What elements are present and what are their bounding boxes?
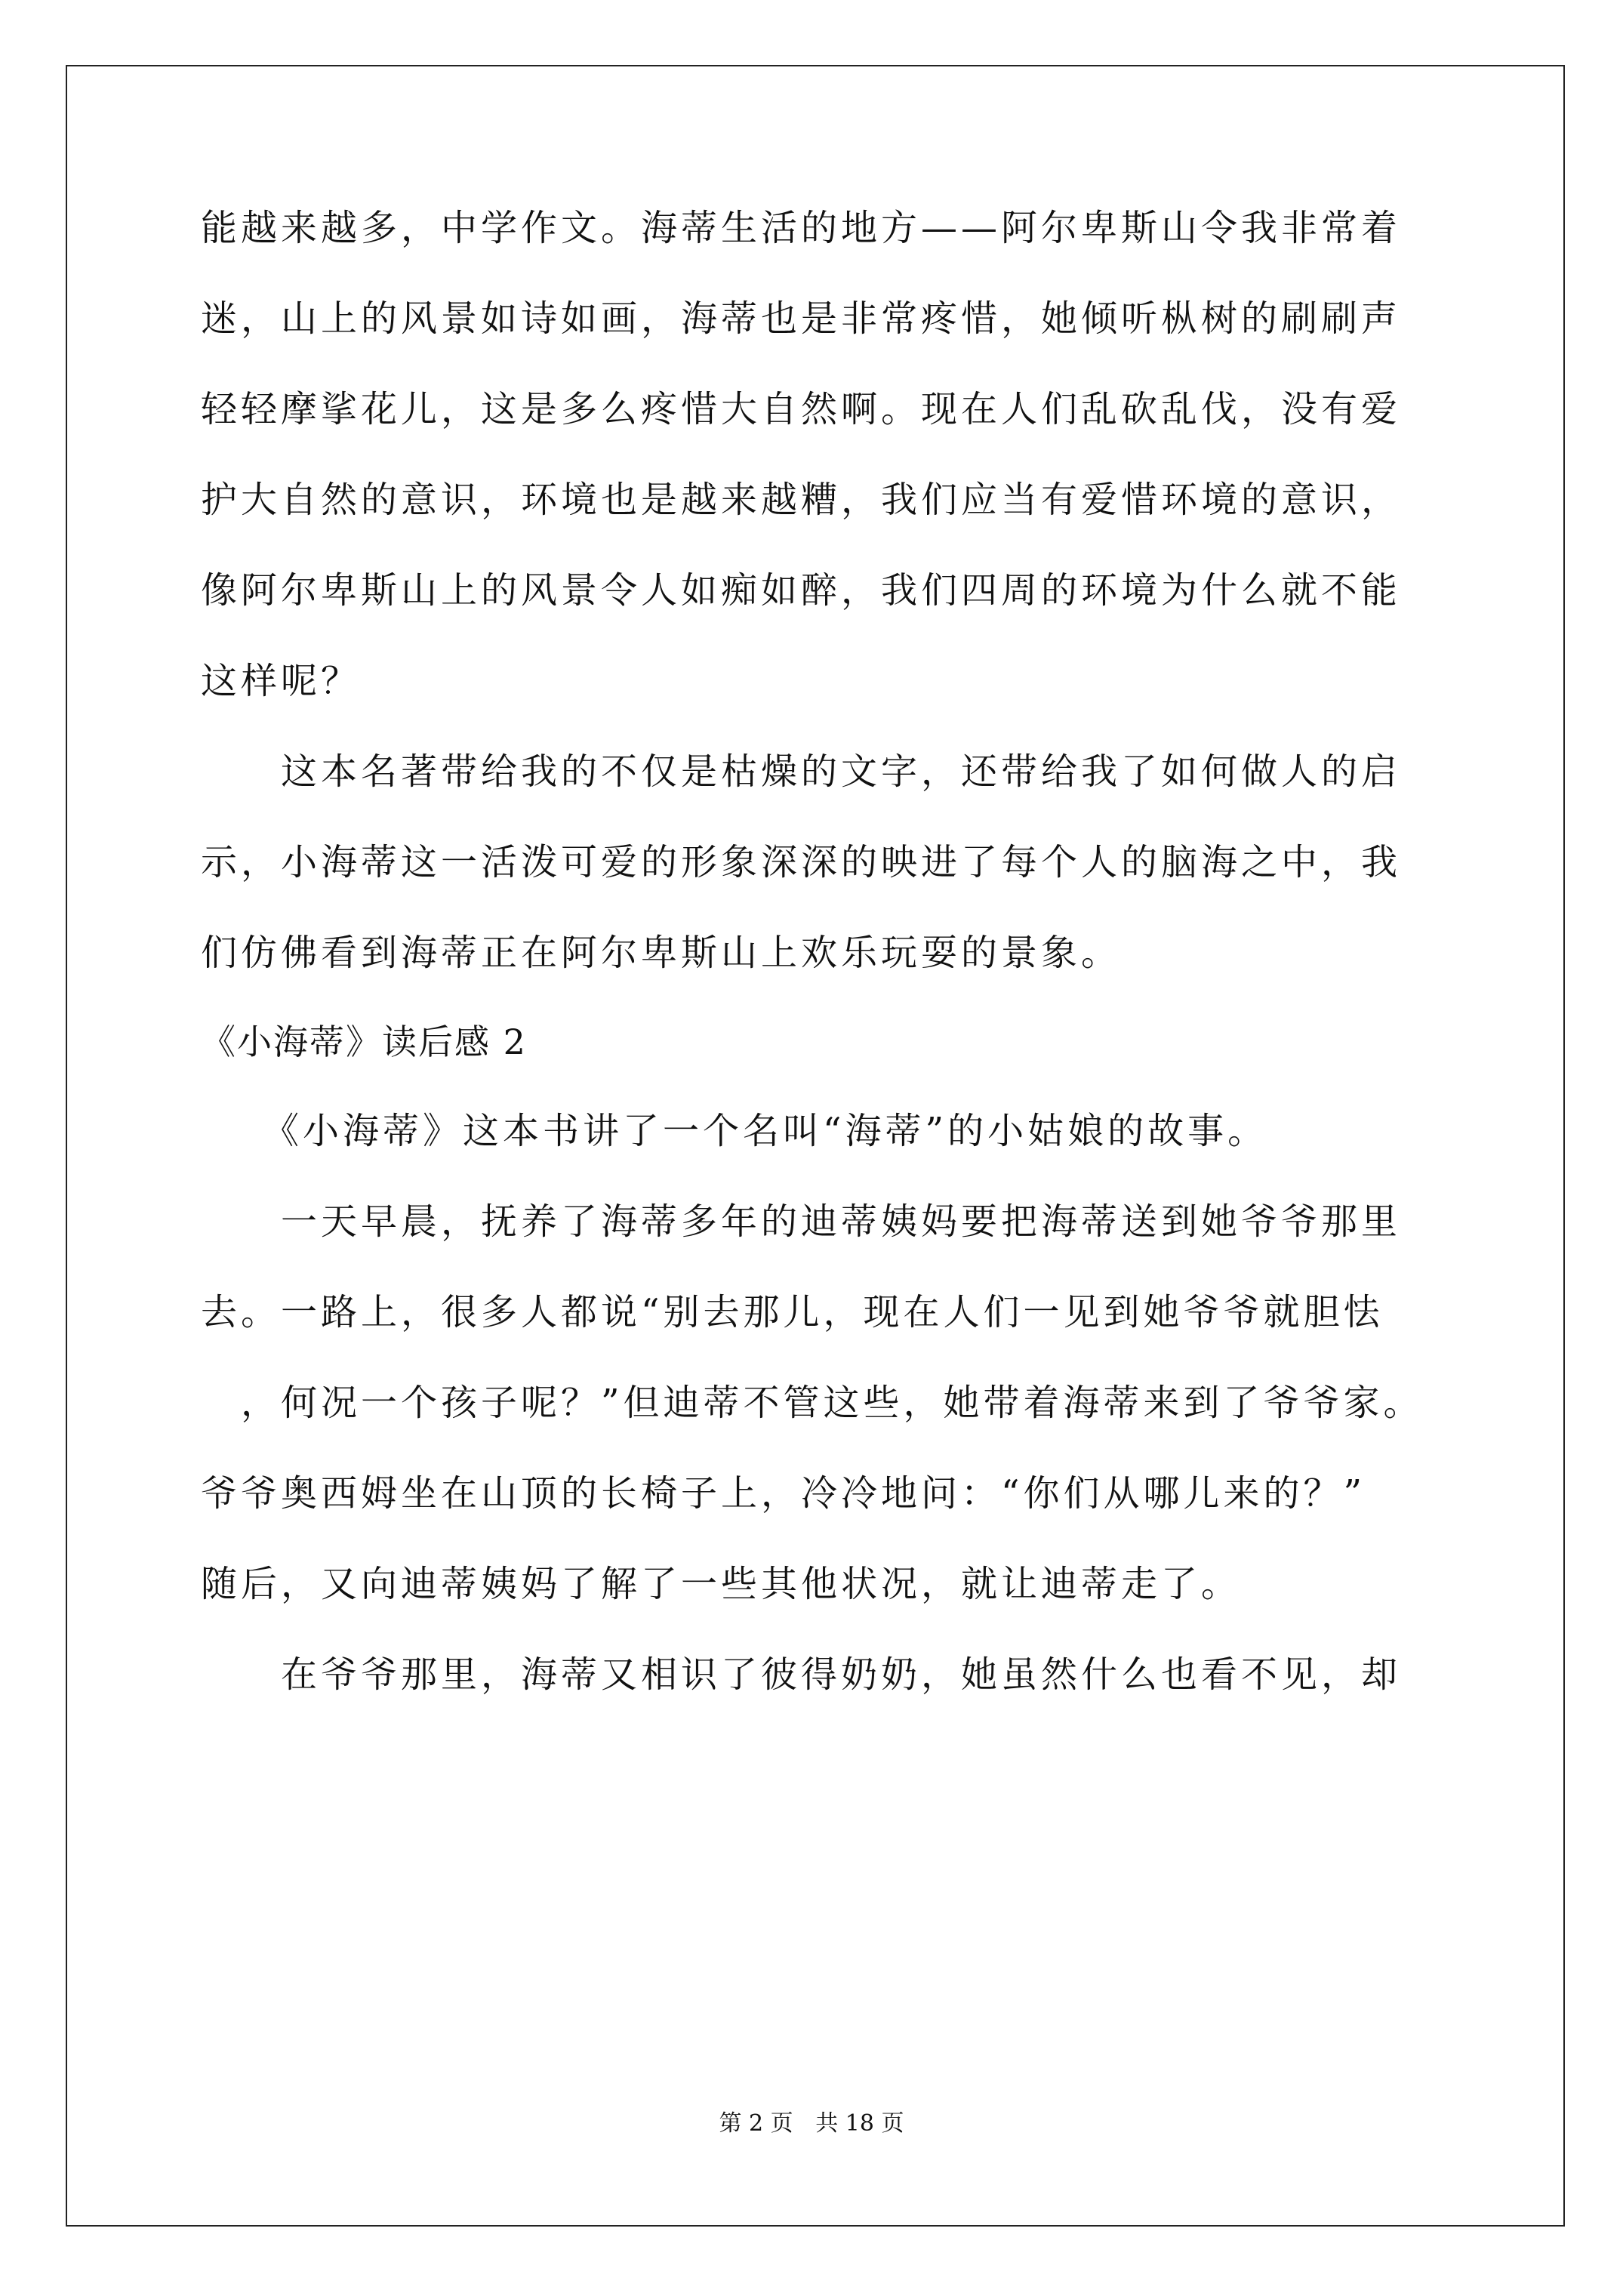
text-line: 《小海蒂》这本书讲了一个名叫“海蒂”的小姑娘的故事。: [201, 1110, 1268, 1152]
text-line: 去。一路上，很多人都说“别去那儿，现在人们一见到她爷爷就胆怯: [201, 1291, 1384, 1333]
text-line: 轻轻摩挲花儿，这是多么疼惜大自然啊。现在人们乱砍乱伐，没有爱: [201, 388, 1402, 430]
text-line: 随后，又向迪蒂姨妈了解了一些其他状况，就让迪蒂走了。: [201, 1563, 1242, 1605]
page-number: 第 2 页: [719, 2110, 793, 2137]
text-line: 一天早晨，抚养了海蒂多年的迪蒂姨妈要把海蒂送到她爷爷那里: [201, 1200, 1402, 1243]
text-line: 能越来越多，中学作文。海蒂生活的地方——阿尔卑斯山令我非常着: [201, 207, 1402, 249]
text-line: ，何况一个孩子呢？”但迪蒂不管这些，她带着海蒂来到了爷爷家。: [201, 1382, 1424, 1424]
text-line: 像阿尔卑斯山上的风景令人如痴如醉，我们四周的环境为什么就不能: [201, 569, 1402, 612]
text-line: 爷爷奥西姆坐在山顶的长椅子上，冷冷地问：“你们从哪儿来的？”: [201, 1472, 1366, 1515]
page-footer: [0, 2111, 1623, 2137]
text-line: 迷，山上的风景如诗如画，海蒂也是非常疼惜，她倾听枞树的刷刷声: [201, 297, 1402, 340]
text-line: 这样呢？: [201, 660, 362, 702]
text-line: 护大自然的意识，环境也是越来越糟，我们应当有爱惜环境的意识，: [201, 479, 1402, 521]
section-heading: 《小海蒂》读后感 2: [201, 1022, 527, 1062]
page-total: 共 18 页: [815, 2110, 904, 2137]
text-line: 这本名著带给我的不仅是枯燥的文字，还带给我了如何做人的启: [201, 750, 1402, 793]
text-line: 在爷爷那里，海蒂又相识了彼得奶奶，她虽然什么也看不见，却: [201, 1653, 1402, 1696]
text-line: 们仿佛看到海蒂正在阿尔卑斯山上欢乐玩耍的景象。: [201, 932, 1122, 974]
text-line: 示，小海蒂这一活泼可爱的形象深深的映进了每个人的脑海之中，我: [201, 841, 1402, 883]
